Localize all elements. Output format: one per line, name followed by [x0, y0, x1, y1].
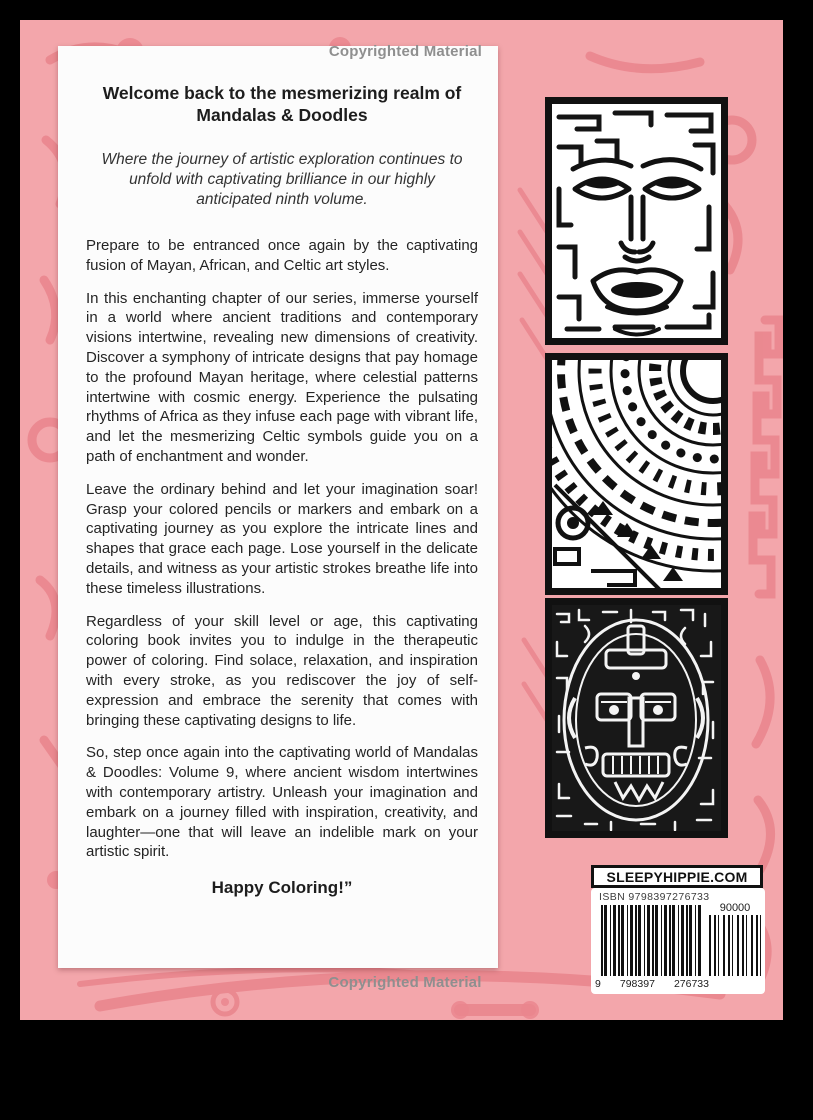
back-cover-text-panel [58, 43, 498, 968]
art-panel-maze-face [545, 97, 728, 345]
main-barcode [601, 905, 701, 976]
barcode-digits [595, 978, 709, 990]
barcode-digit-block: 276733 [673, 978, 709, 990]
art-panel-sun-stone [545, 598, 728, 838]
barcode-digit-block: 798397 [619, 978, 655, 990]
body-paragraph: So, step once again into the captivating world of Mandalas & Doodles: Volume 9, where ancient wisdom intertwines with contemporary artistry. Unleash your imagination and embark on a journey filled with inspiration, creativity, and laughter—one that will leave an indelible mark on your artistic spirit. [86, 744, 478, 861]
back-cover-heading: Welcome back to the mesmerizing realm of Mandalas & Doodles [102, 83, 462, 125]
book-back-cover [20, 20, 783, 1020]
barcode-card [591, 888, 765, 994]
art-panel-aztec-rings [545, 353, 728, 595]
brand-website-box [591, 865, 763, 888]
closing-line: Happy Coloring!” [211, 878, 353, 898]
supplemental-barcode [709, 915, 761, 976]
body-paragraph: Prepare to be entranced once again by the captivating fusion of Mayan, African, and Celtic art styles. [86, 237, 478, 274]
brand-website-label: SLEEPYHIPPIE.COM [606, 868, 748, 885]
back-cover-text-content [58, 46, 498, 968]
copyrighted-material-bottom: Copyrighted Material [328, 974, 482, 991]
intro-tagline: Where the journey of artistic exploration continues to unfold with captivating brilliance in our highly anticipated ninth volume. [101, 151, 463, 208]
body-paragraph: Regardless of your skill level or age, this captivating coloring book invites you to indulge in the therapeutic power of coloring. Find solace, relaxation, and inspiration with every stroke, as you rediscover the joy of self-expression and embrace the serenity that comes with bringing these captivating designs to life. [86, 612, 478, 729]
body-paragraph: In this enchanting chapter of our series, immerse yourself in a world where ancient traditions and contemporary visions intertwine, revealing new dimensions of creativity. Discover a symphony of intricate designs that pay homage to the profound Mayan heritage, where celestial patterns intertwine with cosmic energy. Experience the pulsating rhythms of Africa as they infuse each page with vibrant life, and let the mesmerizing Celtic symbols guide you on a path of enchantment and wonder. [86, 289, 478, 465]
price-code: 90000 [719, 902, 751, 914]
barcode-digit-block: 9 [595, 978, 601, 990]
body-paragraph: Leave the ordinary behind and let your imagination soar! Grasp your colored pencils or markers and embark on a captivating journey as you explore the intricate lines and shapes that grace each page. Lose yourself in the delicate details, and witness as your artistic strokes breathe life into these timeless illustrations. [86, 480, 478, 597]
copyrighted-material-top: Copyrighted Material [328, 43, 482, 60]
isbn-text: ISBN 9798397276733 [599, 891, 710, 903]
